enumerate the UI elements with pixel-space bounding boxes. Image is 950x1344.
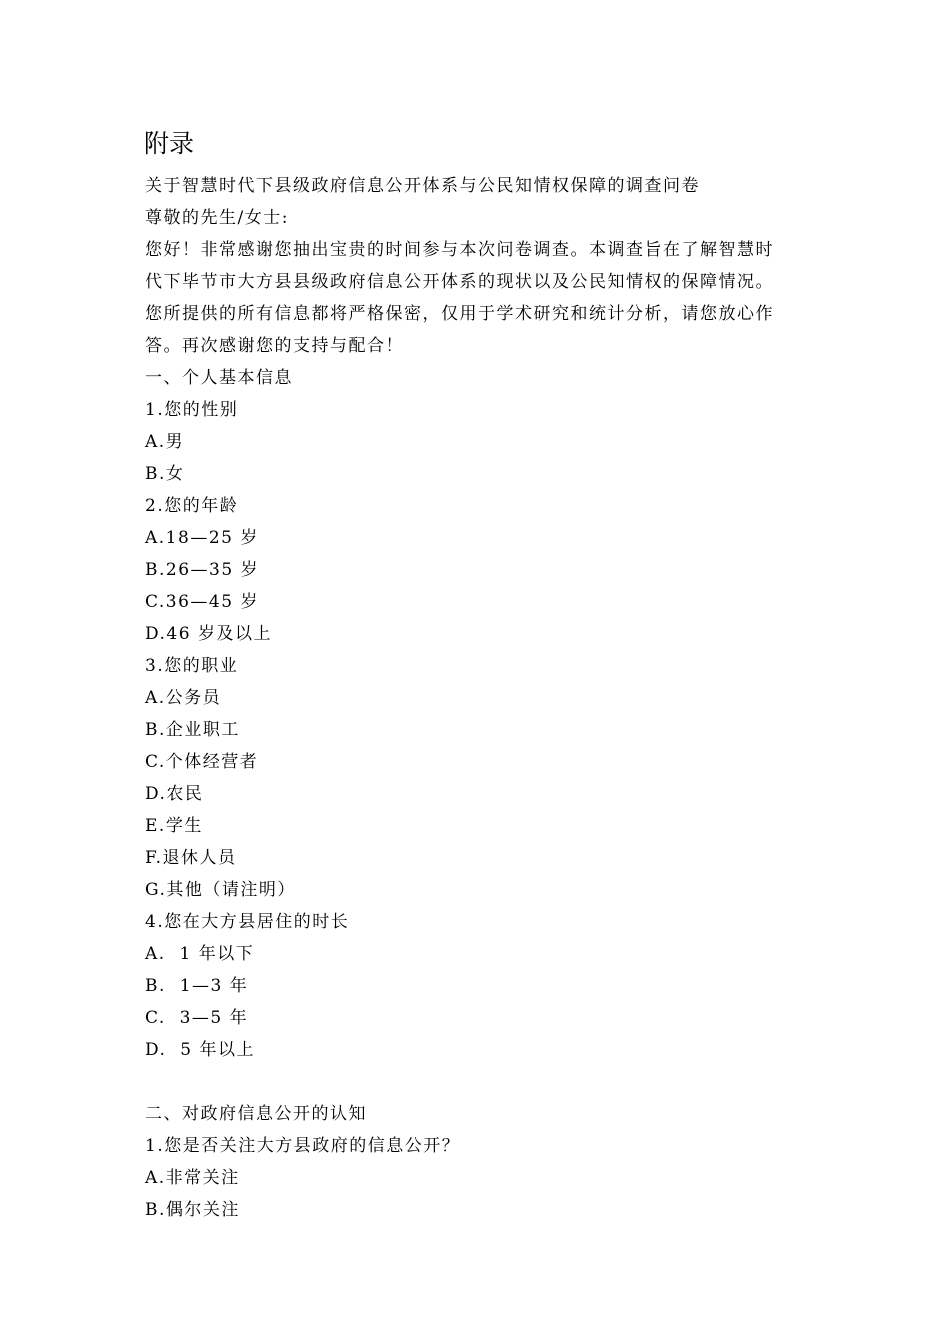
question: 1.您的性别	[145, 400, 239, 420]
intro-line: 代下毕节市大方县县级政府信息公开体系的现状以及公民知情权的保障情况。	[145, 272, 774, 292]
option: G.其他（请注明）	[145, 880, 296, 900]
option: E.学生	[145, 816, 203, 836]
question: 2.您的年龄	[145, 496, 239, 516]
option: B. 1—3 年	[145, 976, 249, 996]
option: A. 1 年以下	[145, 944, 255, 964]
intro-line: 答。再次感谢您的支持与配合！	[145, 336, 404, 356]
option: D. 5 年以上	[145, 1040, 255, 1060]
intro-line: 您好！非常感谢您抽出宝贵的时间参与本次问卷调查。本调查旨在了解智慧时	[145, 240, 774, 260]
option: B.企业职工	[145, 720, 240, 740]
section-heading: 二、对政府信息公开的认知	[145, 1104, 367, 1124]
blank-line	[145, 1066, 825, 1098]
survey-title: 关于智慧时代下县级政府信息公开体系与公民知情权保障的调查问卷	[145, 176, 700, 196]
option: B.女	[145, 464, 185, 484]
option: B.26—35 岁	[145, 560, 260, 580]
appendix-title: 附录	[144, 129, 195, 158]
greeting: 尊敬的先生/女士:	[145, 208, 289, 228]
question: 4.您在大方县居住的时长	[145, 912, 350, 932]
document-body	[145, 170, 825, 1226]
intro-line: 您所提供的所有信息都将严格保密，仅用于学术研究和统计分析，请您放心作	[145, 304, 774, 324]
option: A.公务员	[145, 688, 222, 708]
option: A.非常关注	[145, 1168, 240, 1188]
question: 3.您的职业	[145, 656, 239, 676]
question: 1.您是否关注大方县政府的信息公开？	[145, 1136, 461, 1156]
option: F.退休人员	[145, 848, 237, 868]
option: D.46 岁及以上	[145, 624, 272, 644]
option: B.偶尔关注	[145, 1200, 240, 1220]
option: A.男	[145, 432, 185, 452]
option: A.18—25 岁	[145, 528, 259, 548]
section-heading: 一、个人基本信息	[145, 368, 293, 388]
option: C.个体经营者	[145, 752, 259, 772]
option: C.36—45 岁	[145, 592, 259, 612]
option: C. 3—5 年	[145, 1008, 249, 1028]
option: D.农民	[145, 784, 204, 804]
